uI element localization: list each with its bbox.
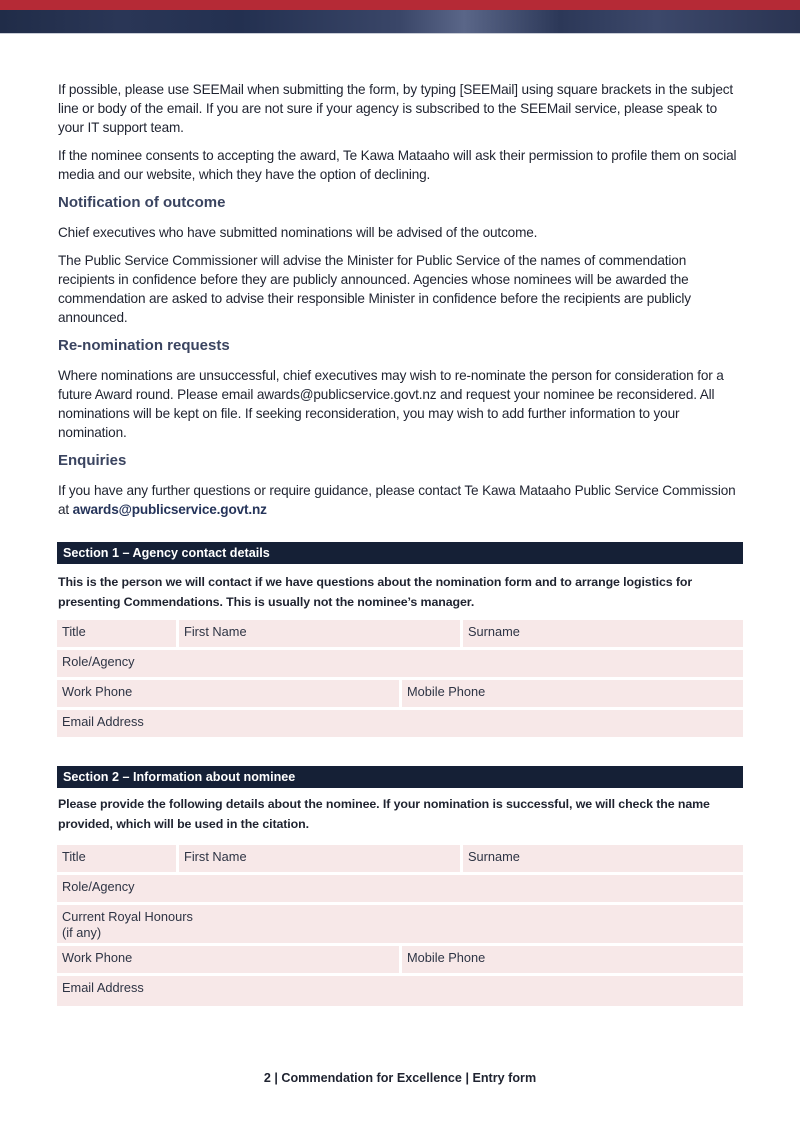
page-footer: 2 | Commendation for Excellence | Entry form: [263, 1071, 537, 1085]
form-row: [57, 650, 743, 677]
heading-renomination: Re-nomination requests: [58, 337, 230, 354]
section1-intro: This is the person we will contact if we have questions about the nomination form and to arrange logistics for presenting Commendations. This is usually not the nominee’s manager.: [58, 575, 693, 609]
heading-enquiries: Enquiries: [58, 452, 127, 469]
s2-email-field[interactable]: Email Address: [57, 976, 743, 1006]
form-row: [57, 905, 743, 943]
royal-honours-label-line1: Current Royal Honours: [62, 909, 193, 924]
form-row: [57, 845, 743, 872]
form-row: [57, 946, 743, 973]
banner-photo-band: [0, 10, 800, 34]
s2-first-name-field[interactable]: First Name: [179, 845, 460, 872]
royal-honours-label-line2: (if any): [62, 925, 102, 940]
s1-work-phone-field[interactable]: Work Phone: [57, 680, 399, 707]
s1-first-name-field[interactable]: First Name: [179, 620, 460, 647]
form-row: [57, 976, 743, 1006]
enquiries-paragraph: [58, 481, 744, 519]
s1-mobile-phone-field[interactable]: Mobile Phone: [402, 680, 743, 707]
s1-email-field[interactable]: Email Address: [57, 710, 743, 737]
s2-surname-field[interactable]: Surname: [463, 845, 743, 872]
form-row: [57, 710, 743, 737]
body-content: [58, 80, 744, 528]
enquiries-email-link[interactable]: awards@publicservice.govt.nz: [72, 502, 267, 517]
section2-form: [57, 845, 743, 1009]
s2-royal-honours-field[interactable]: [57, 905, 743, 943]
s2-role-agency-field[interactable]: Role/Agency: [57, 875, 743, 902]
form-row: [57, 680, 743, 707]
section2-intro: Please provide the following details about the nominee. If your nomination is successful, we will check the name provided, which will be used in the citation.: [58, 797, 710, 831]
section1-header: Section 1 – Agency contact details: [57, 542, 743, 564]
heading-notification: Notification of outcome: [58, 194, 226, 211]
intro-paragraph-seemail: If possible, please use SEEMail when submitting the form, by typing [SEEMail] using square brackets in the subject line or body of the email. If you are not sure if your agency is subscribed to the SEEMail service, please speak to your IT support team.: [58, 82, 734, 135]
s2-title-field[interactable]: Title: [57, 845, 176, 872]
s1-title-field[interactable]: Title: [57, 620, 176, 647]
section2-header: Section 2 – Information about nominee: [57, 766, 743, 788]
section1-form: [57, 620, 743, 740]
banner-red-stripe: [0, 0, 800, 10]
s1-surname-field[interactable]: Surname: [463, 620, 743, 647]
s2-work-phone-field[interactable]: Work Phone: [57, 946, 399, 973]
renomination-paragraph: Where nominations are unsuccessful, chief executives may wish to re-nominate the person for consideration for a future Award round. Please email awards@publicservice.govt.nz and request your nominee be reconsidered. All nominations will be kept on file. If seeking reconsideration, you may wish to add further information to your nomination.: [58, 368, 724, 440]
notification-paragraph-1: Chief executives who have submitted nominations will be advised of the outcome.: [58, 225, 538, 240]
form-row: [57, 620, 743, 647]
s1-role-agency-field[interactable]: Role/Agency: [57, 650, 743, 677]
notification-paragraph-2: The Public Service Commissioner will advise the Minister for Public Service of the names of commendation recipients in confidence before they are publicly announced. Agencies whose nominees will be awarded the commendation are asked to advise their responsible Minister in confidence before the recipients are publicly announced.: [58, 253, 691, 325]
form-row: [57, 875, 743, 902]
s2-mobile-phone-field[interactable]: Mobile Phone: [402, 946, 743, 973]
intro-paragraph-consent: If the nominee consents to accepting the award, Te Kawa Mataaho will ask their permission to profile them on social media and our website, which they have the option of declining.: [58, 148, 737, 182]
header-banner: [0, 0, 800, 34]
enquiries-text: If you have any further questions or require guidance, please contact Te Kawa Mataaho Public Service Commission at: [58, 483, 736, 517]
